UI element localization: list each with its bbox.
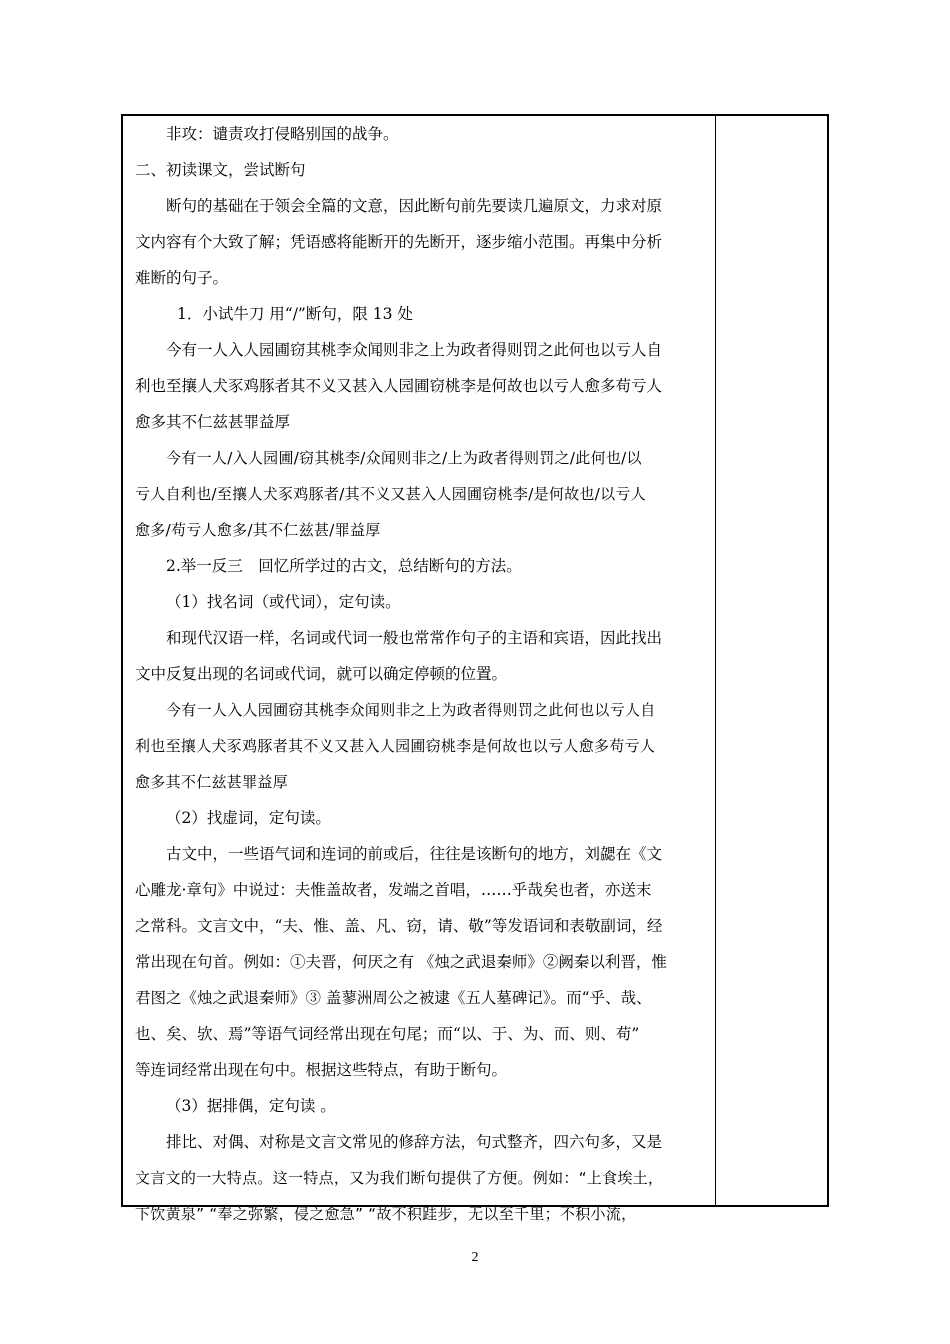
text-line: 和现代汉语一样，名词或代词一般也常常作句子的主语和宾语，因此找出 xyxy=(166,629,663,647)
text-line: 下饮黄泉” “奉之弥繁，侵之愈急” “故不积跬步，无以至千里；不积小流， xyxy=(135,1205,637,1223)
text-line: 之常科。文言文中，“夫、惟、盖、凡、窃，请、敬”等发语词和表敬副词，经 xyxy=(135,917,663,935)
section-heading: 二、初读课文，尝试断句 xyxy=(135,161,306,179)
text-line: 断句的基础在于领会全篇的文意，因此断句前先要读几遍原文，力求对原 xyxy=(166,197,663,215)
text-line: 文中反复出现的名词或代词，就可以确定停顿的位置。 xyxy=(135,665,508,683)
example-line: 利也至攘人犬豕鸡豚者其不义又甚入人园圃窃桃李是何故也以亏人愈多苟亏人 xyxy=(135,737,656,755)
exercise-heading: 1．小试牛刀 用“/”断句，限 13 处 xyxy=(177,305,413,323)
answer-line: 今有一人/入人园圃/窃其桃李/众闻则非之/上为政者得则罚之/此何也/以 xyxy=(166,449,642,467)
text-line: 常出现在句首。例如：①夫晋，何厌之有 《烛之武退秦师》②阙秦以利晋，惟 xyxy=(135,953,667,971)
example-line: 愈多其不仁兹甚罪益厚 xyxy=(135,773,289,791)
method-heading: （1）找名词（或代词），定句读。 xyxy=(166,593,401,611)
text-line: 排比、对偶、对称是文言文常见的修辞方法，句式整齐，四六句多，又是 xyxy=(166,1133,663,1151)
main-cell xyxy=(135,116,709,1232)
exercise-heading: 2.举一反三 回忆所学过的古文，总结断句的方法。 xyxy=(166,557,522,575)
text-line: 利也至攘人犬豕鸡豚者其不义又甚入人园圃窃桃李是何故也以亏人愈多苟亏人 xyxy=(135,377,663,395)
example-line: 今有一人入人园圃窃其桃李众闻则非之上为政者得则罚之此何也以亏人自 xyxy=(166,701,656,719)
page-number: 2 xyxy=(471,1250,479,1265)
text-line: 文言文的一大特点。这一特点，又为我们断句提供了方便。例如：“上食埃土， xyxy=(135,1169,664,1187)
content-table xyxy=(121,114,829,1223)
text-line: 今有一人入人园圃窃其桃李众闻则非之上为政者得则罚之此何也以亏人自 xyxy=(166,341,663,359)
text-line: 也、矣、欤、焉”等语气词经常出现在句尾；而“以、于、为、而、则、苟” xyxy=(135,1025,640,1043)
text-line: 等连词经常出现在句中。根据这些特点，有助于断句。 xyxy=(135,1061,508,1079)
text-line: 愈多其不仁兹甚罪益厚 xyxy=(135,413,291,431)
method-heading: （2）找虚词，定句读。 xyxy=(166,809,331,827)
text-line: 难断的句子。 xyxy=(135,269,229,287)
text-line: 君图之《烛之武退秦师》③ 盖蓼洲周公之被逮《五人墓碑记》。而“乎、哉、 xyxy=(135,989,652,1007)
answer-line: 愈多/苟亏人愈多/其不仁兹甚/罪益厚 xyxy=(135,521,381,539)
notes-column-divider xyxy=(715,116,716,1205)
text-line: 文内容有个大致了解；凭语感将能断开的先断开，逐步缩小范围。再集中分析 xyxy=(135,233,663,251)
method-heading: （3）据排偶，定句读 。 xyxy=(166,1097,336,1115)
text-line: 非攻：谴责攻打侵略别国的战争。 xyxy=(166,125,399,143)
text-line: 心雕龙·章句》中说过：夫惟盖故者，发端之首唱，……乎哉矣也者，亦送末 xyxy=(135,881,652,899)
answer-line: 亏人自利也/至攘人犬豕鸡豚者/其不义又甚入人园圃窃桃李/是何故也/以亏人 xyxy=(135,485,647,503)
text-line: 古文中，一些语气词和连词的前或后，往往是该断句的地方，刘勰在《文 xyxy=(166,845,663,863)
